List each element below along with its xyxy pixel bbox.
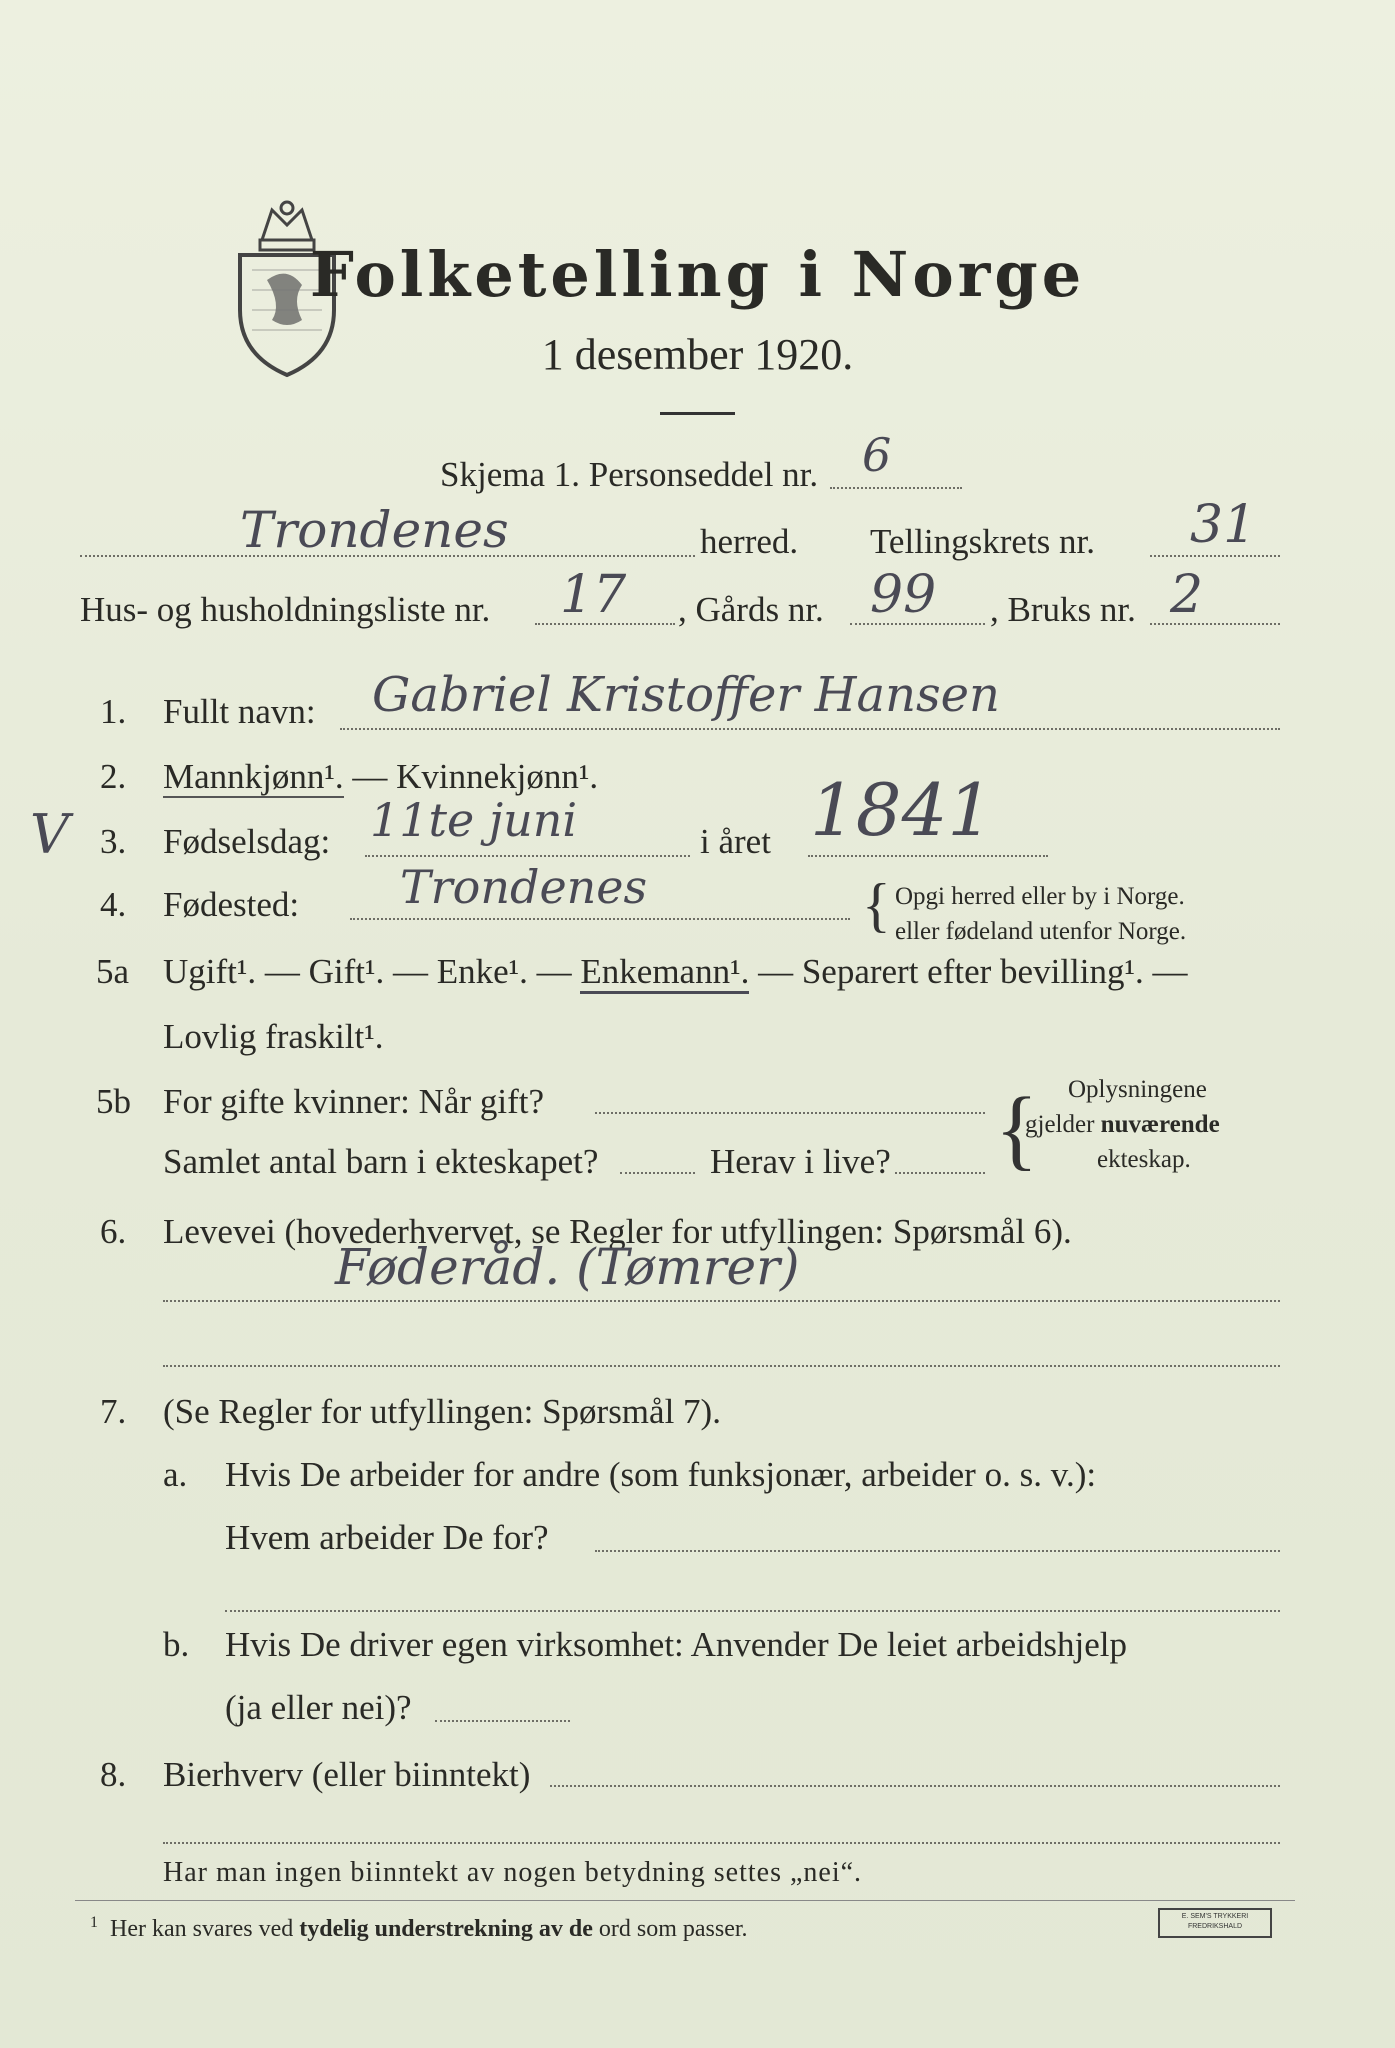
q5b-note-gjelder: gjelder [1025,1111,1095,1138]
bruks-nr-value: 2 [1170,565,1204,625]
tellingskrets-label: Tellingskrets nr. [870,522,1096,561]
q3-number: 3. [100,822,127,861]
q5b-brace: { [995,1080,1039,1179]
q4-number: 4. [100,885,127,924]
q5a-line1 [163,952,1187,992]
personseddel-nr-value: 6 [862,428,892,482]
q3-day-line [365,855,690,857]
q6-line1 [163,1300,1280,1302]
q3-label: Fødselsdag: [163,822,331,861]
q8-number: 8. [100,1755,127,1794]
nei-note: Har man ingen biinntekt av nogen betydning settes „nei“. [163,1857,863,1888]
q1-label: Fullt navn: [163,692,316,731]
q7b-line2: (ja eller nei)? [225,1688,412,1727]
q3-birth-year-value: 1841 [810,768,994,852]
q6-occupation-value: Føderåd. (Tømrer) [335,1238,800,1296]
printer-stamp-line1: E. SEM'S TRYKKERI [1181,1913,1249,1920]
footnote-number: 1 [90,1914,98,1931]
q2-male-option: Mannkjønn¹. [163,757,344,796]
q1-number: 1. [100,692,127,731]
q4-note-line2: eller fødeland utenfor Norge. [895,918,1187,945]
title-divider [660,412,735,415]
hus-nr-value: 17 [560,565,627,625]
margin-check-mark: V [30,803,69,866]
q6-number: 6. [100,1212,127,1251]
q3-birthday-value: 11te juni [370,793,578,847]
q5b-note-nuvaerende: nuværende [1100,1111,1220,1138]
footnote-text-b: tydelig understrekning av de [299,1916,593,1942]
q8-line2 [163,1842,1280,1844]
q1-line [340,728,1280,730]
footnote-text-c: ord som passer. [592,1916,748,1942]
q5b-alive-label: Herav i live? [710,1142,891,1181]
printer-stamp-line2: FREDRIKSHALD [1187,1923,1243,1930]
q5b-note-line2 [1025,1110,1220,1140]
form-title: Folketelling i Norge [309,238,1086,311]
q7b-letter: b. [163,1625,190,1664]
q7a-letter: a. [163,1455,188,1494]
schema-label: Skjema 1. Personseddel nr. [440,455,819,494]
herred-value: Trondenes [240,501,509,559]
gards-nr-value: 99 [870,565,937,625]
hus-label: Hus- og husholdningsliste nr. [80,590,491,629]
q5b-note-line3: ekteskap. [1097,1146,1191,1173]
personseddel-line [830,487,962,489]
q5a-enkemann-option: Enkemann¹. [580,952,749,994]
footnote [90,1908,748,1944]
q3-year-label: i året [700,822,771,861]
q5a-options-c: — Separert efter bevilling¹. — [749,952,1188,991]
herred-label: herred. [700,522,799,561]
gards-label: , Gårds nr. [678,590,824,629]
printer-stamp [1158,1908,1272,1938]
q7b-answer-line [435,1720,570,1722]
q2-separator: — [343,757,397,796]
footnote-text-a: Her kan svares ved [110,1916,300,1942]
q7b-line1: Hvis De driver egen virksomhet: Anvender De leiet arbeidshjelp [225,1625,1127,1664]
q1-full-name-value: Gabriel Kristoffer Hansen [372,667,1000,723]
q8-label: Bierhverv (eller biinntekt) [163,1755,531,1794]
q5b-alive-line [895,1172,985,1174]
q7a-answer-line2 [225,1610,1280,1612]
q7a-line2: Hvem arbeider De for? [225,1518,549,1557]
q4-label: Fødested: [163,885,300,924]
q5a-options-a: Ugift¹. — Gift¹. — Enke¹. — [163,952,581,991]
q4-brace: { [862,872,891,938]
q6-line2 [163,1365,1280,1367]
q7-number: 7. [100,1392,127,1431]
q8-line1 [550,1785,1280,1787]
q5a-line2: Lovlig fraskilt¹. [163,1017,384,1056]
census-date: 1 desember 1920. [541,330,854,379]
q5b-number: 5b [96,1082,131,1121]
q5b-note-line1: Oplysningene [1068,1076,1207,1103]
footnote-divider [75,1900,1295,1901]
q4-line [350,918,850,920]
q5b-married-label: For gifte kvinner: Når gift? [163,1082,545,1121]
q2-gender [163,757,598,797]
q4-birthplace-value: Trondenes [400,860,648,914]
q6-label: Levevei (hovederhvervet, se Regler for utfyllingen: Spørsmål 6). [163,1212,1072,1251]
q5a-number: 5a [96,952,130,991]
q2-female-option: Kvinnekjønn¹. [396,757,599,796]
q5b-children-line [620,1172,695,1174]
q7-label: (Se Regler for utfyllingen: Spørsmål 7). [163,1392,721,1431]
q3-year-line [808,855,1048,857]
tellingskrets-nr-value: 31 [1190,495,1257,555]
q2-number: 2. [100,757,127,796]
q7a-answer-line1 [595,1550,1280,1552]
q5b-married-line [595,1112,985,1114]
bruks-label: , Bruks nr. [990,590,1136,629]
tellingskrets-line [1150,555,1280,557]
q4-note-line1: Opgi herred eller by i Norge. [895,883,1185,910]
q5b-children-label: Samlet antal barn i ekteskapet? [163,1142,599,1181]
q7a-line1: Hvis De arbeider for andre (som funksjonær, arbeider o. s. v.): [225,1455,1097,1494]
